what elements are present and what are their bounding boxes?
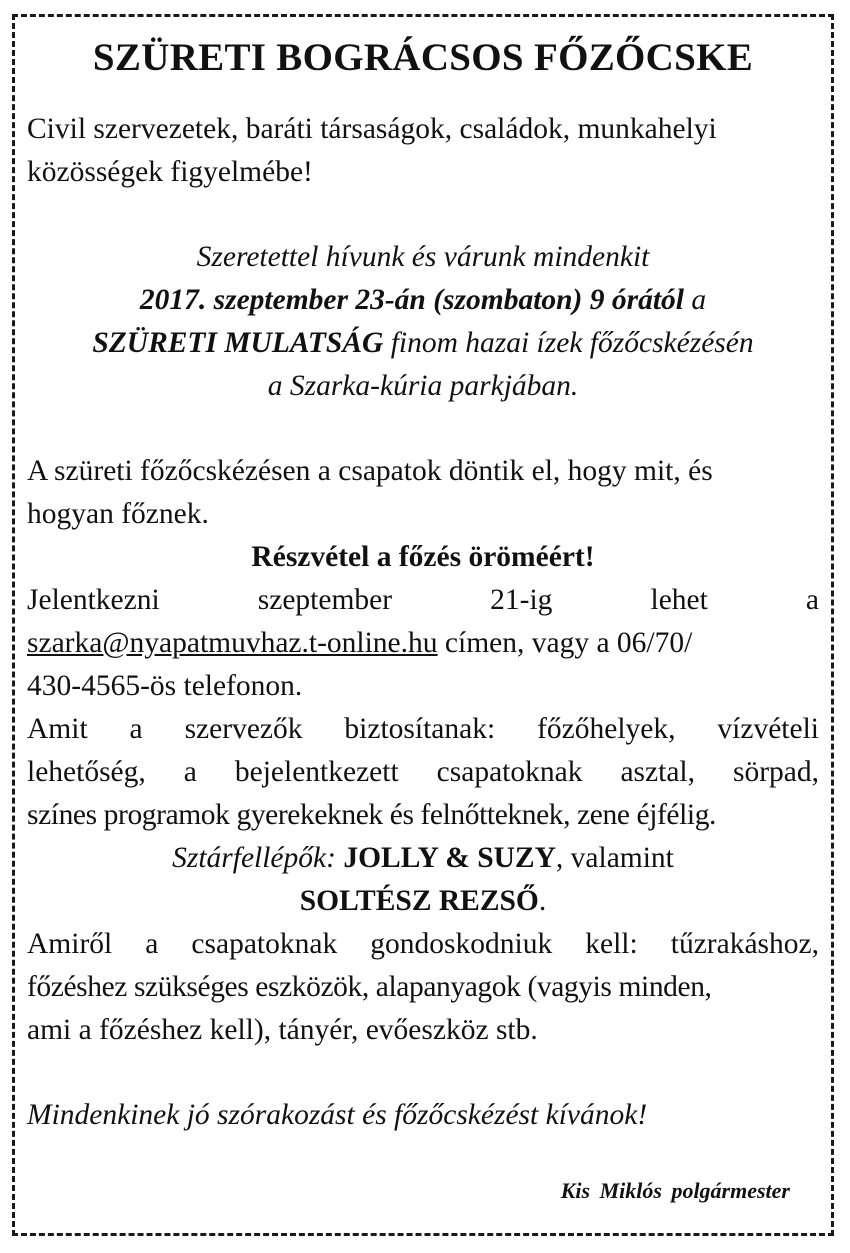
flyer-title: SZÜRETI BOGRÁCSOS FŐZŐCSKE xyxy=(92,36,754,79)
provided-line-2 xyxy=(27,751,819,794)
rules-line-1: A szüreti főzőcskézésen a csapatok döntik el, hogy mit, és xyxy=(27,455,713,487)
event-date: 2017. szeptember 23-án (szombaton) 9 órától xyxy=(139,284,684,316)
stars-label: Sztárfellépők: xyxy=(172,842,336,874)
bring-line-2: főzéshez szükséges eszközök, alapanyagok (vagyis minden, xyxy=(27,971,712,1003)
bring-line-1 xyxy=(27,923,819,966)
provided-line-3: színes programok gyerekeknek és felnőtteknek, zene éjfélig. xyxy=(27,799,717,831)
email-link[interactable]: szarka@nyapatmuvhaz.t-online.hu xyxy=(27,627,438,659)
stars-mid: , valamint xyxy=(555,842,674,874)
rules-line-2: hogyan főznek. xyxy=(27,498,209,530)
apply-line-2-rest: címen, vagy a 06/70/ xyxy=(437,627,693,659)
apply-line-2 xyxy=(27,622,819,665)
bring-line-1-text: Amiről a csapatoknak gondoskodniuk kell: tűzrakáshoz, xyxy=(27,928,819,960)
invitation-event-suffix: finom hazai ízek főzőcskézésén xyxy=(383,327,754,359)
apply-line-1 xyxy=(27,579,819,622)
invitation-line-1: Szeretettel hívunk és várunk mindenkit xyxy=(196,241,650,273)
provided-line-2-text: lehetőség, a bejelentkezett csapatoknak asztal, sörpad, xyxy=(27,756,819,788)
invitation-date-line xyxy=(27,279,819,322)
stars-line-2 xyxy=(27,880,819,923)
intro-line-1: Civil szervezetek, baráti társaságok, családok, munkahelyi xyxy=(27,113,717,145)
stars-end: . xyxy=(538,885,547,917)
invitation-date-suffix: a xyxy=(684,284,707,316)
apply-line-1-text: Jelentkezni szeptember 21-ig lehet a xyxy=(27,584,819,616)
star-performer-2: SOLTÉSZ REZSŐ xyxy=(299,885,539,917)
flyer-content xyxy=(27,32,819,1137)
stars-line xyxy=(27,837,819,880)
provided-line-1-text: Amit a szervezők biztosítanak: főzőhelyek, vízvételi xyxy=(27,713,819,745)
star-performer-1: JOLLY & SUZY xyxy=(343,842,556,874)
apply-line-3: 430-4565-ös telefonon. xyxy=(27,670,303,702)
closing-wish: Mindenkinek jó szórakozást és főzőcskézést kívánok! xyxy=(27,1099,648,1131)
invitation-event-line xyxy=(27,322,819,365)
event-location: a Szarka-kúria parkjában. xyxy=(267,370,579,402)
bring-line-3: ami a főzéshez kell), tányér, evőeszköz stb. xyxy=(27,1014,538,1046)
provided-line-1 xyxy=(27,708,819,751)
signature: Kis Miklós polgármester xyxy=(560,1178,790,1203)
intro-line-2: közösségek figyelmébe! xyxy=(27,156,313,188)
event-name: SZÜRETI MULATSÁG xyxy=(92,327,384,359)
motto: Részvétel a főzés öröméért! xyxy=(251,541,595,573)
